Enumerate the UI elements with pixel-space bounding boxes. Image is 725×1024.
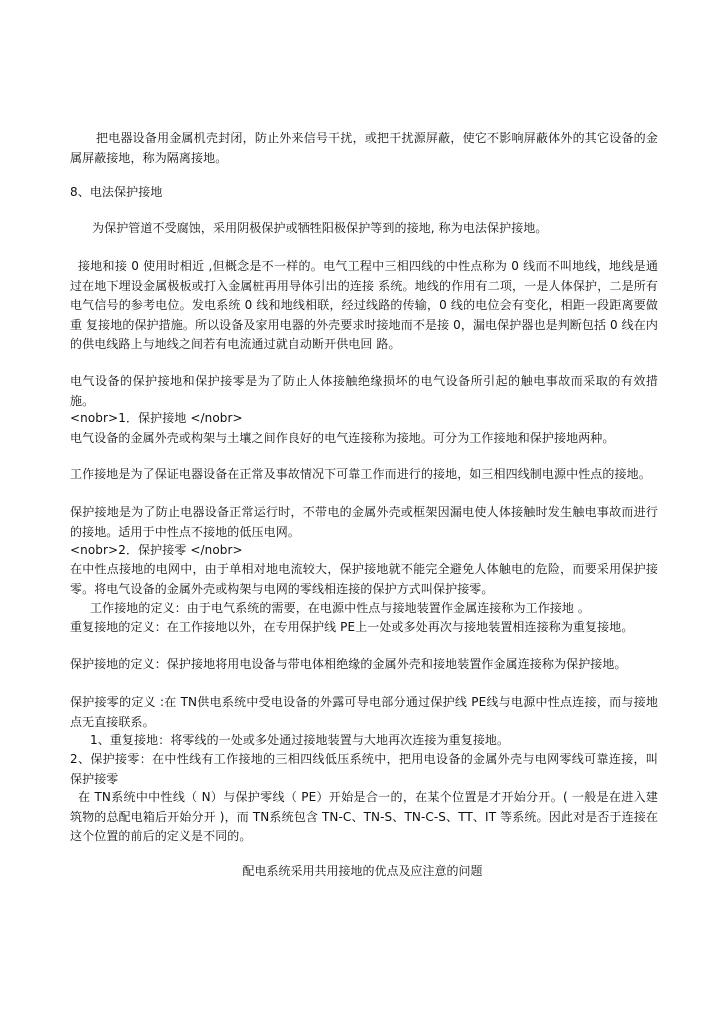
paragraph-repeated-grounding-definition: 重复接地的定义：在工作接地以外，在专用保护线 PE上一处或多处再次与接地装置相连接称为重复接地。 bbox=[70, 620, 634, 634]
paragraph-protective-measures: 电气设备的保护接地和保护接零是为了防止人体接触绝缘损坏的电气设备所引起的触电事故而采取的有效措施。 bbox=[70, 374, 658, 408]
paragraph-electric-protection-definition: 为保护管道不受腐蚀，采用阴极保护或牺牲阳极保护等到的接地, 称为电法保护接地。 bbox=[92, 221, 548, 235]
heading-protective-grounding: <nobr>1．保护接地 </nobr> bbox=[70, 411, 243, 425]
paragraph-isolation-grounding: 把电器设备用金属机壳封闭，防止外来信号干扰，或把干扰源屏蔽，使它不影响屏蔽体外的其它设备的金属屏蔽接地，称为隔离接地。 bbox=[70, 131, 658, 165]
paragraph-repeated-grounding: 1、重复接地：将零线的一处或多处通过接地装置与大地再次连接为重复接地。 bbox=[90, 733, 510, 747]
paragraph-tn-system: 在 TN系统中中性线（ N）与保护零线（ PE）开始是合一的，在某个位置是才开始分开。( 一般是在进入建筑物的总配电箱后开始分开 )，而 TN系统包含 TN-C、TN-S、TN-C-S、TT、IT 等系统。因此对是否于连接在这个位置的前后的定义是不同的。 bbox=[70, 790, 658, 843]
paragraph-protective-neutral-connection: 2、保护接零：在中性线有工作接地的三相四线低压系统中，把用电设备的金属外壳与电网零线可靠连接，叫保护接零 bbox=[70, 752, 658, 786]
paragraph-protective-grounding-definition: 保护接地的定义：保护接地将用电设备与带电体相绝缘的金属外壳和接地装置作金属连接称为保护接地。 bbox=[70, 657, 627, 671]
paragraph-protective-grounding: 保护接地是为了防止电器设备正常运行时，不带电的金属外壳或框架因漏电使人体接触时发生触电事故而进行的接地。适用于中性点不接地的低压电网。 bbox=[70, 505, 658, 539]
paragraph-ground-vs-neutral: 接地和接 0 使用时相近 ,但概念是不一样的。电气工程中三相四线的中性点称为 0 线而不叫地线，地线是通过在地下埋设金属极板或打入金属桩再用导体引出的连接 系统。地线的作用有二项，一是人体保护，二是所有电气信号的参考电位。发电系统 0 线和地线相联，经过线路的传输，0 线的电位会有变化，相距一段距离要做重 复接地的保护措施。所以设备及家用电器的外壳要求时接地而不是接 0，漏电保护器也是判断包括 0 线在内的供电线路上与地线之间若有电流通过就自动断开供电回 路。 bbox=[70, 259, 658, 351]
paragraph-working-grounding-definition: 工作接地的定义：由于电气系统的需要，在电源中性点与接地装置作金属连接称为工作接地 。 bbox=[90, 601, 591, 615]
paragraph-protective-neutral-definition: 保护接零的定义 :在 TN供电系统中受电设备的外露可导电部分通过保护线 PE线与电源中性点连接，而与接地点无直接联系。 bbox=[70, 695, 658, 729]
heading-electric-protection-grounding: 8、电法保护接地 bbox=[70, 185, 163, 199]
section-title-shared-grounding: 配电系统采用共用接地的优点及应注意的问题 bbox=[242, 864, 483, 878]
paragraph-grounding-definition: 电气设备的金属外壳或构架与土壤之间作良好的电气连接称为接地。可分为工作接地和保护接地两种。 bbox=[70, 431, 615, 445]
paragraph-working-grounding: 工作接地是为了保证电器设备在正常及事故情况下可靠工作而进行的接地，如三相四线制电源中性点的接地。 bbox=[70, 467, 651, 481]
heading-protective-neutral: <nobr>2．保护接零 </nobr> bbox=[70, 543, 243, 557]
paragraph-protective-neutral: 在中性点接地的电网中，由于单相对地电流较大，保护接地就不能完全避免人体触电的危险，而要采用保护接零。将电气设备的金属外壳或构架与电网的零线相连接的保护方式叫保护接零。 bbox=[70, 562, 658, 596]
